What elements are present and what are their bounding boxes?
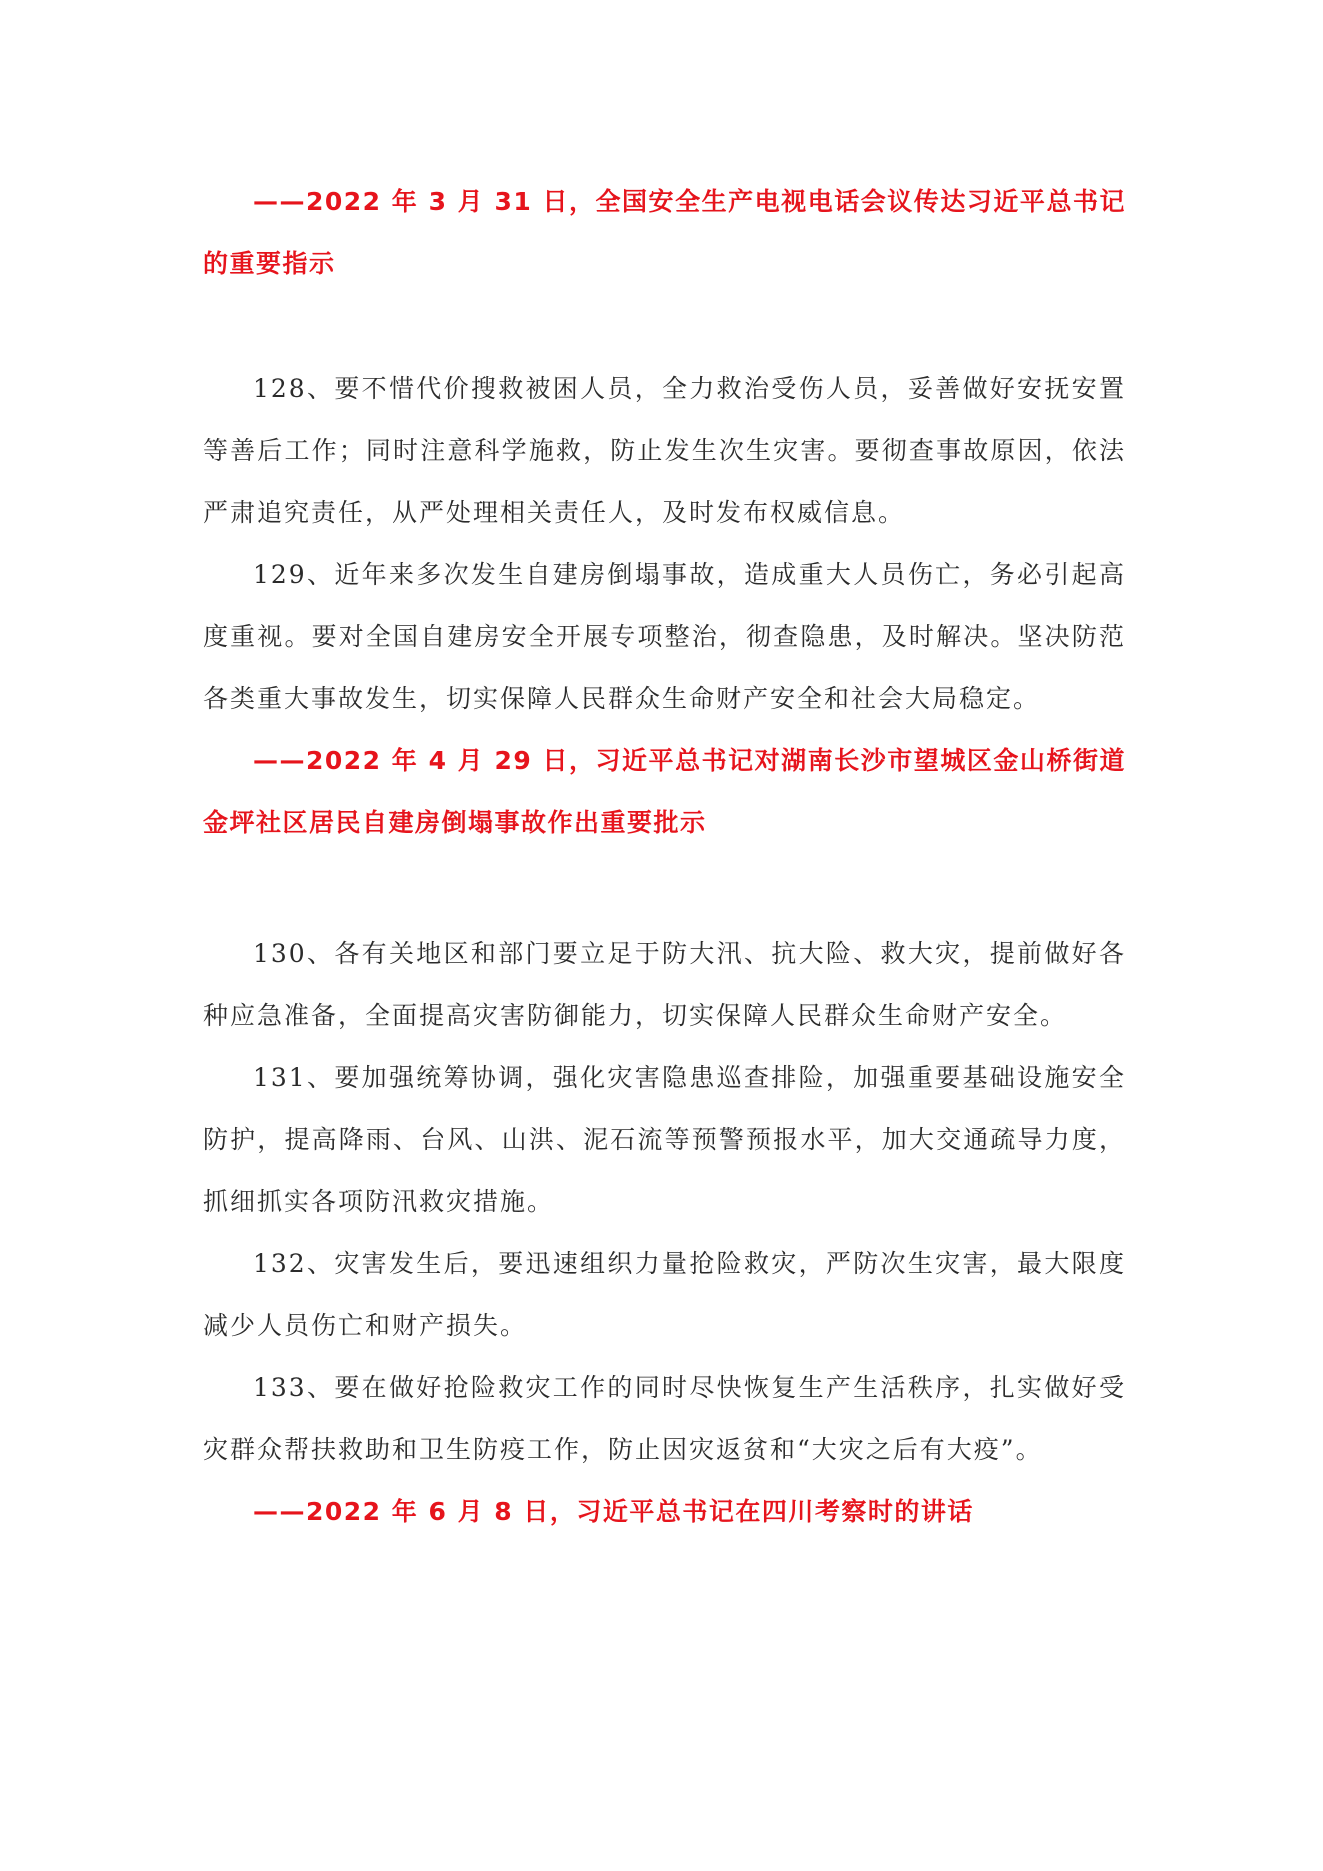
section-2 — [203, 358, 1126, 854]
paragraph-128: 128、要不惜代价搜救被困人员，全力救治受伤人员，妥善做好安抚安置等善后工作；同时注意科学施救，防止发生次生灾害。要彻查事故原因，依法严肃追究责任，从严处理相关责任人，及时发布权威信息。 — [203, 374, 1126, 527]
paragraph-132: 132、灾害发生后，要迅速组织力量抢险救灾，严防次生灾害，最大限度减少人员伤亡和财产损失。 — [203, 1249, 1126, 1340]
source-attribution: ——2022 年 6 月 8 日，习近平总书记在四川考察时的讲话 — [253, 1497, 974, 1526]
source-attribution: ——2022 年 4 月 29 日，习近平总书记对湖南长沙市望城区金山桥街道金坪社区居民自建房倒塌事故作出重要批示 — [203, 746, 1126, 837]
paragraph-129: 129、近年来多次发生自建房倒塌事故，造成重大人员伤亡，务必引起高度重视。要对全国自建房安全开展专项整治，彻查隐患，及时解决。坚决防范各类重大事故发生，切实保障人民群众生命财产安全和社会大局稳定。 — [203, 560, 1126, 713]
source-attribution: ——2022 年 3 月 31 日，全国安全生产电视电话会议传达习近平总书记的重要指示 — [203, 187, 1126, 278]
paragraph-130: 130、各有关地区和部门要立足于防大汛、抗大险、救大灾，提前做好各种应急准备，全面提高灾害防御能力，切实保障人民群众生命财产安全。 — [203, 939, 1126, 1030]
paragraph-133: 133、要在做好抢险救灾工作的同时尽快恢复生产生活秩序，扎实做好受灾群众帮扶救助和卫生防疫工作，防止因灾返贫和“大灾之后有大疫”。 — [203, 1373, 1126, 1464]
section-1 — [203, 171, 1126, 295]
section-3 — [203, 923, 1126, 1543]
paragraph-131: 131、要加强统筹协调，强化灾害隐患巡查排险，加强重要基础设施安全防护，提高降雨、台风、山洪、泥石流等预警预报水平，加大交通疏导力度，抓细抓实各项防汛救灾措施。 — [203, 1063, 1126, 1216]
